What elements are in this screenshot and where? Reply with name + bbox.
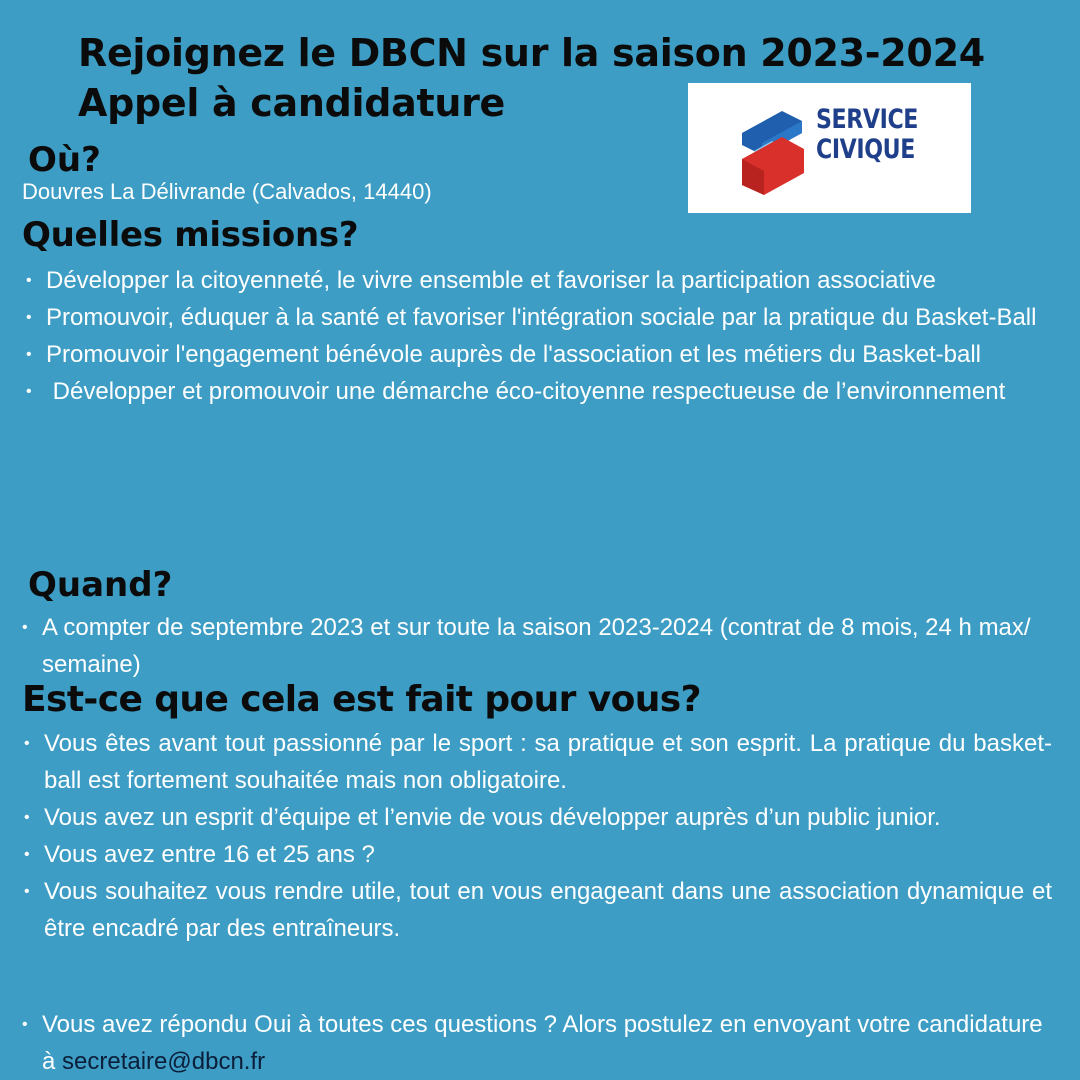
cta-item bbox=[42, 1006, 1052, 1080]
when-list bbox=[42, 609, 1042, 683]
missions-list bbox=[46, 262, 1046, 410]
list-item: • Développer la citoyenneté, le vivre ensemble et favoriser la participation associative bbox=[46, 262, 1046, 299]
location-text: Douvres La Délivrande (Calvados, 14440) bbox=[22, 179, 432, 204]
list-item: • Vous avez entre 16 et 25 ans ? bbox=[44, 836, 1052, 873]
missions-heading: Quelles missions? bbox=[22, 215, 359, 255]
logo-line-1: SERVICE bbox=[816, 104, 919, 135]
list-item: • Promouvoir, éduquer à la santé et favoriser l'intégration sociale par la pratique du Basket-Ball bbox=[46, 299, 1046, 336]
list-item: • Promouvoir l'engagement bénévole auprès de l'association et les métiers du Basket-ball bbox=[46, 336, 1046, 373]
list-item: • Vous avez un esprit d’équipe et l’envie de vous développer auprès d’un public junior. bbox=[44, 799, 1052, 836]
fit-list bbox=[44, 725, 1052, 947]
service-civique-emblem-icon bbox=[732, 93, 812, 203]
list-item: • A compter de septembre 2023 et sur toute la saison 2023-2024 (contrat de 8 mois, 24 h max/ semaine) bbox=[42, 609, 1042, 683]
service-civique-logo bbox=[688, 83, 971, 213]
cta-list bbox=[42, 1006, 1052, 1080]
page-subtitle: Appel à candidature bbox=[78, 81, 506, 125]
cta-text: Vous avez répondu Oui à toutes ces questions ? Alors postulez en envoyant votre candidature à bbox=[42, 1011, 1043, 1075]
email-link[interactable]: secretaire@dbcn.fr bbox=[62, 1048, 266, 1075]
list-item: • Vous souhaitez vous rendre utile, tout en vous engageant dans une association dynamique et être encadré par des entraîneurs. bbox=[44, 873, 1052, 947]
fit-heading: Est-ce que cela est fait pour vous? bbox=[22, 679, 701, 720]
where-heading: Où? bbox=[28, 140, 101, 180]
logo-wordmark bbox=[816, 105, 918, 165]
when-heading: Quand? bbox=[28, 565, 173, 605]
list-item: • Vous êtes avant tout passionné par le sport : sa pratique et son esprit. La pratique du basket-ball est fortement souhaitée mais non obligatoire. bbox=[44, 725, 1052, 799]
logo-line-2: CIVIQUE bbox=[816, 134, 915, 165]
page-title: Rejoignez le DBCN sur la saison 2023-2024 bbox=[78, 31, 985, 75]
list-item: • Développer et promouvoir une démarche éco-citoyenne respectueuse de l’environnement bbox=[46, 373, 1046, 410]
